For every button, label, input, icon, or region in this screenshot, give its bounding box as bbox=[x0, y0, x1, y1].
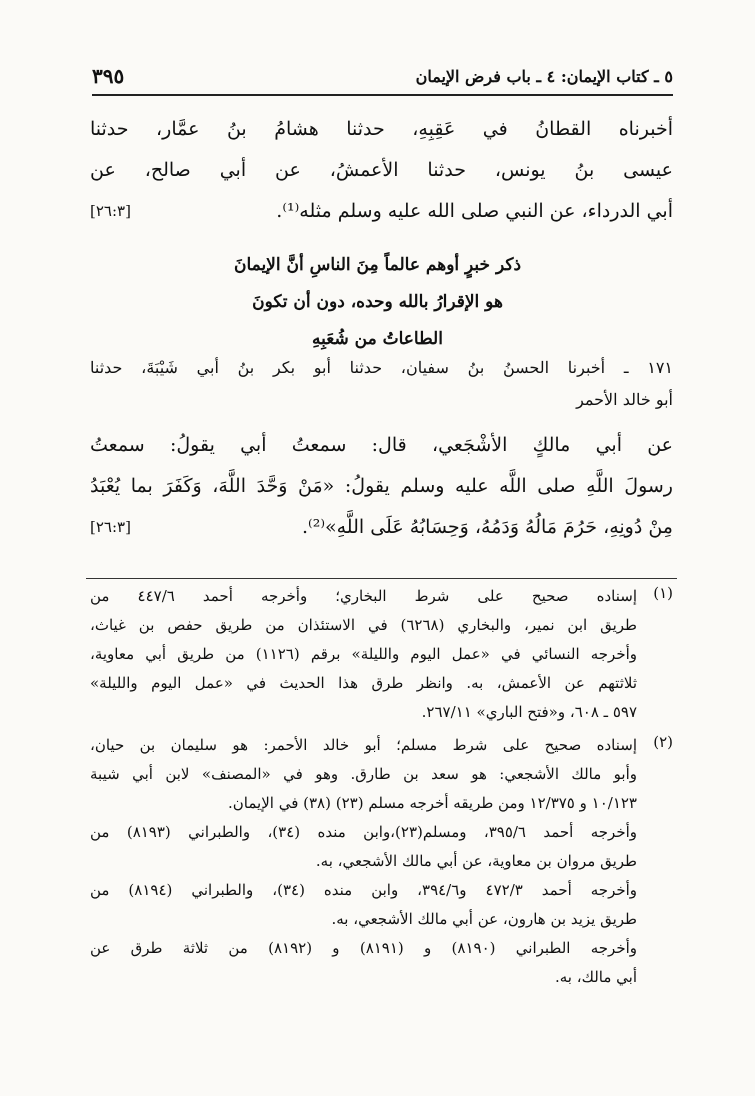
text-line: أبو خالد الأحمر bbox=[576, 390, 673, 409]
text-line: عن أبي مالكٍ الأشْجَعي، قال: سمعتُ أبي يقولُ: سمعتُ bbox=[90, 434, 673, 456]
footnote-2 bbox=[90, 731, 673, 992]
footnote-line: طريق يزيد بن هارون، عن أبي مالك الأشجعي، به. bbox=[331, 910, 637, 928]
page-header bbox=[92, 58, 673, 96]
footnote-line: وأخرجه أحمد ٤٧٢/٣ و٣٩٤/٦، وابن منده (٣٤)، والطبراني (٨١٩٤) من bbox=[90, 881, 637, 899]
heading-line: الطاعاتُ من شُعَبِهِ bbox=[312, 329, 443, 349]
text-line: ١٧١ ـ أخبرنا الحسنُ بنُ سفيان، حدثنا أبو بكر بنُ أبي شَيْبَةَ، حدثنا bbox=[90, 358, 673, 377]
page-number: ٣٩٥ bbox=[92, 64, 125, 88]
footnote-line: ٥٩٧ ـ ٦٠٨، و«فتح الباري» ٢٦٧/١١. bbox=[421, 703, 637, 721]
running-title: ٥ ـ كتاب الإيمان: ٤ ـ باب فرض الإيمان bbox=[415, 66, 673, 86]
footnote-line: وأخرجه النسائي في «عمل اليوم والليلة» برقم (١١٢٦) من طريق أبي معاوية، bbox=[90, 645, 637, 663]
footnote-line: إسناده صحيح على شرط مسلم؛ أبو خالد الأحمر: هو سليمان بن حيان، bbox=[90, 736, 637, 754]
footnote-line: وأبو مالك الأشجعي: هو سعد بن طارق. وهو في «المصنف» لابن أبي شيبة bbox=[90, 765, 637, 783]
footnote-line: وأخرجه الطبراني (٨١٩٠) و (٨١٩١) و (٨١٩٢) من ثلاثة طرق عن bbox=[90, 939, 637, 957]
text-line: أخبرناه القطانُ في عَقِبِهِ، حدثنا هشامُ بنُ عمَّار، حدثنا bbox=[90, 118, 673, 140]
footnote-divider bbox=[86, 578, 677, 579]
reference-marker: [٢٦:٣] bbox=[90, 202, 131, 220]
hadith-171-isnad bbox=[90, 352, 673, 416]
text-line: رسولَ اللَّهِ صلى اللَّه عليه وسلم يقولُ: «مَنْ وَحَّدَ اللَّهَ، وَكَفَرَ بما يُعْبَدُ bbox=[90, 475, 673, 497]
footnote-line: أبي مالك، به. bbox=[554, 968, 637, 986]
footnote-1 bbox=[90, 582, 673, 727]
reference-marker: [٢٦:٣] bbox=[90, 518, 131, 536]
footnotes bbox=[90, 582, 673, 992]
footnote-line: طريق ابن نمير، والبخاري (٦٢٦٨) في الاستئذان من طريق حفص بن غياث، bbox=[90, 616, 637, 634]
text-line: أبي الدرداء، عن النبي صلى الله عليه وسلم مثله⁽¹⁾. bbox=[276, 200, 673, 222]
hadith-171-text bbox=[90, 425, 673, 548]
footnote-marker: (٢) bbox=[653, 733, 673, 751]
section-heading bbox=[140, 247, 615, 358]
footnote-marker: (١) bbox=[653, 584, 673, 602]
footnote-line: ثلاثتهم عن الأعمش، به. وانظر طرق هذا الحديث في «عمل اليوم والليلة» bbox=[90, 674, 637, 692]
text-line: عيسى بنُ يونس، حدثنا الأعمشُ، عن أبي صالح، عن bbox=[90, 159, 673, 181]
paragraph-1 bbox=[90, 109, 673, 232]
footnote-line: وأخرجه أحمد ٣٩٥/٦، ومسلم(٢٣)،وابن منده (٣٤)، والطبراني (٨١٩٣) من bbox=[90, 823, 637, 841]
heading-line: ذكر خبرٍ أوهم عالماً مِنَ الناسِ أنَّ الإيمانَ bbox=[233, 255, 522, 275]
footnote-line: طريق مروان بن معاوية، عن أبي مالك الأشجعي، به. bbox=[315, 852, 637, 870]
heading-line: هو الإقرارُ بالله وحده، دون أن تكونَ bbox=[252, 292, 503, 312]
footnote-line: إسناده صحيح على شرط البخاري؛ وأخرجه أحمد ٤٤٧/٦ من bbox=[90, 587, 637, 605]
text-line: مِنْ دُونِهِ، حَرُمَ مَالُهُ وَدَمُهُ، وَحِسَابُهُ عَلَى اللَّهِ»⁽²⁾. bbox=[301, 516, 673, 538]
footnote-line: ١٠/١٢٣ و ١٢/٣٧٥ ومن طريقه أخرجه مسلم (٢٣) (٣٨) في الإيمان. bbox=[228, 794, 637, 812]
